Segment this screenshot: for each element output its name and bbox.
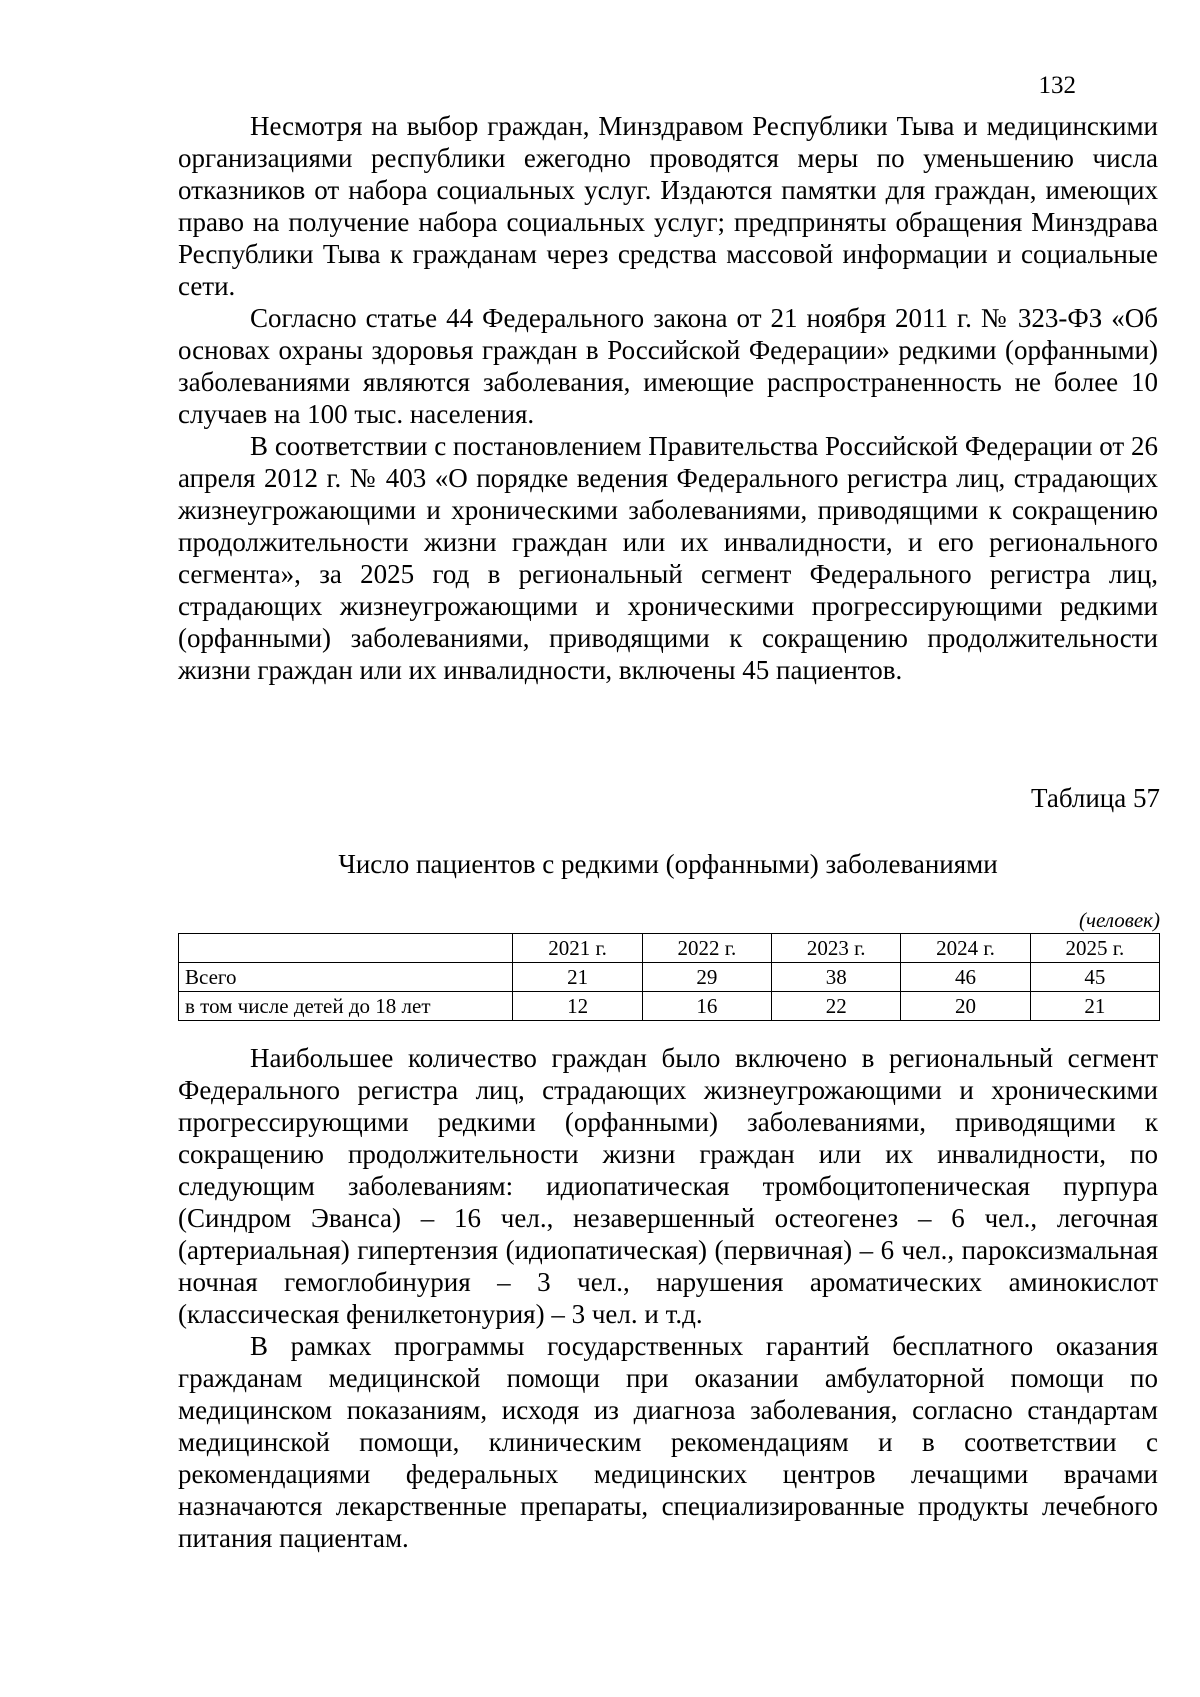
table-unit: (человек) <box>1079 908 1160 932</box>
table-cell: 38 <box>772 963 901 992</box>
table-header-cell: 2022 г. <box>642 934 771 963</box>
table-header-cell: 2025 г. <box>1030 934 1159 963</box>
row-label: Всего <box>179 963 513 992</box>
top-text-block <box>178 110 1158 686</box>
table-header-row <box>179 934 1160 963</box>
table-cell: 46 <box>901 963 1030 992</box>
paragraph: Согласно статье 44 Федерального закона от 21 ноября 2011 г. № 323-ФЗ «Об основах охраны здоровья граждан в Российской Федерации» редкими (орфанными) заболеваниями являются заболевания, имеющие распространенность не более 10 случаев на 100 тыс. населения. <box>178 303 1158 429</box>
table-cell: 16 <box>642 992 771 1021</box>
paragraph: В соответствии с постановлением Правительства Российской Федерации от 26 апреля 2012 г. № 403 «О порядке ведения Федерального регистра лиц, страдающих жизнеугрожающими и хроническими заболеваниями, приводящими к сокращению продолжительности жизни граждан или их инвалидности, и его регионального сегмента», за 2025 год в региональный сегмент Федерального регистра лиц, страдающих жизнеугрожающими и хроническими прогрессирующими редкими (орфанными) заболеваниями, приводящими к сокращению продолжительности жизни граждан или их инвалидности, включены 45 пациентов. <box>178 431 1158 685</box>
table-cell: 21 <box>513 963 642 992</box>
table-label: Таблица 57 <box>1031 783 1160 813</box>
table-row <box>179 992 1160 1021</box>
paragraph: В рамках программы государственных гарантий бесплатного оказания гражданам медицинской помощи при оказании амбулаторной помощи по медицинском показаниям, исходя из диагноза заболевания, согласно стандартам медицинской помощи, клиническим рекомендациям и в соответствии с рекомендациями федеральных медицинских центров лечащими врачами назначаются лекарственные препараты, специализированные продукты лечебного питания пациентам. <box>178 1331 1158 1553</box>
table-cell: 21 <box>1030 992 1159 1021</box>
paragraph: Наибольшее количество граждан было включено в региональный сегмент Федерального регистра лиц, страдающих жизнеугрожающими и хроническими прогрессирующими редкими (орфанными) заболеваниями, приводящими к сокращению продолжительности жизни граждан или их инвалидности, по следующим заболеваниям: идиопатическая тромбоцитопеническая пурпура (Синдром Эванса) – 16 чел., незавершенный остеогенез – 6 чел., легочная (артериальная) гипертензия (идиопатическая) (первичная) – 6 чел., пароксизмальная ночная гемоглобинурия – 3 чел., нарушения ароматических аминокислот (классическая фенилкетонурия) – 3 чел. и т.д. <box>178 1043 1158 1329</box>
table-header-cell: 2023 г. <box>772 934 901 963</box>
bottom-text-block <box>178 1042 1158 1554</box>
row-label: в том числе детей до 18 лет <box>179 992 513 1021</box>
table-header-cell: 2021 г. <box>513 934 642 963</box>
patients-table <box>178 933 1160 1021</box>
table-cell: 20 <box>901 992 1030 1021</box>
table-cell: 45 <box>1030 963 1159 992</box>
paragraph: Несмотря на выбор граждан, Минздравом Республики Тыва и медицинскими организациями республики ежегодно проводятся меры по уменьшению числа отказников от набора социальных услуг. Издаются памятки для граждан, имеющих право на получение набора социальных услуг; предприняты обращения Минздрава Республики Тыва к гражданам через средства массовой информации и социальные сети. <box>178 111 1158 301</box>
table-header-cell <box>179 934 513 963</box>
table-header-cell: 2024 г. <box>901 934 1030 963</box>
table-row <box>179 963 1160 992</box>
page-number: 132 <box>1038 72 1076 99</box>
table-title: Число пациентов с редкими (орфанными) заболеваниями <box>338 849 998 879</box>
table-cell: 22 <box>772 992 901 1021</box>
table-cell: 29 <box>642 963 771 992</box>
table-cell: 12 <box>513 992 642 1021</box>
